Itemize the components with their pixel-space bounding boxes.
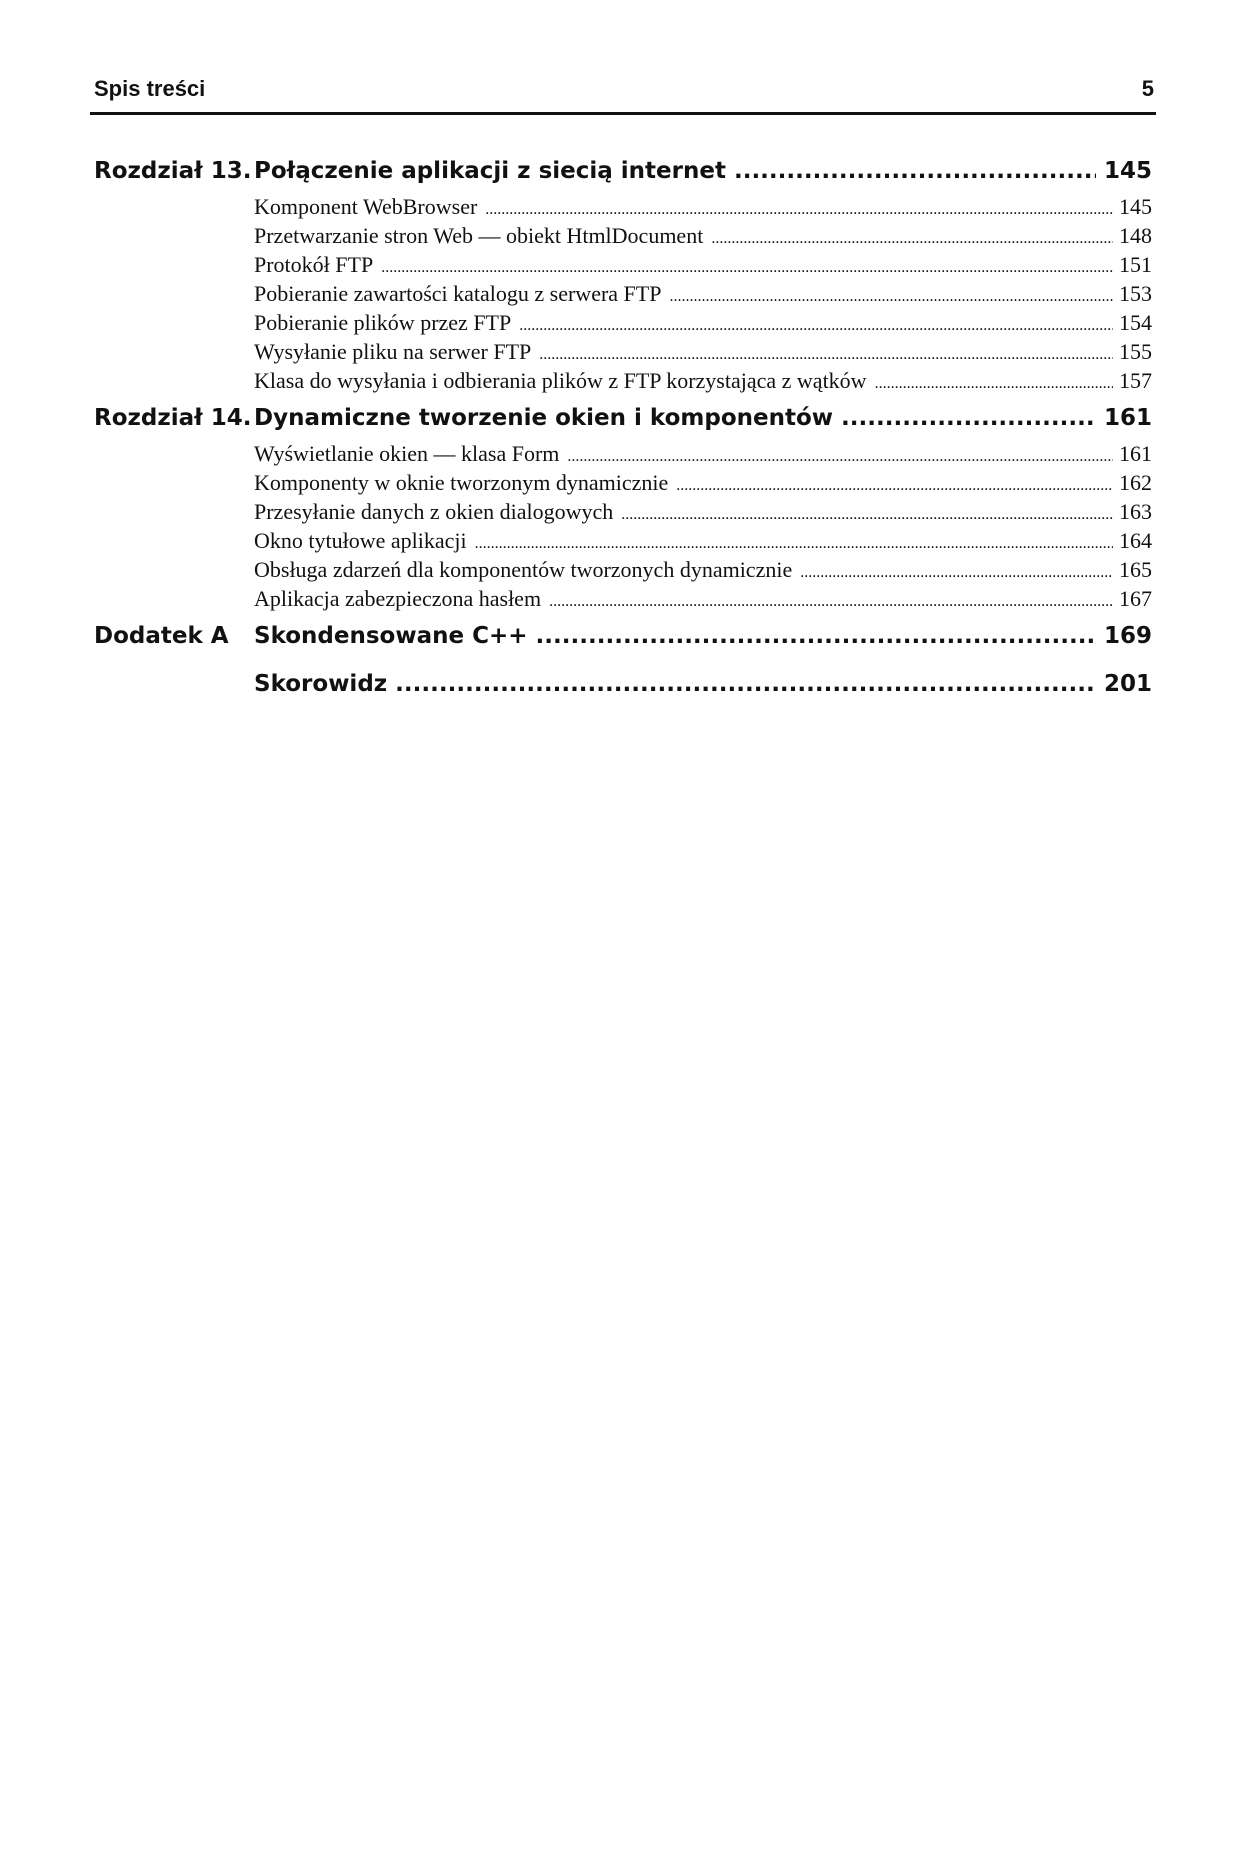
section-title: Przetwarzanie stron Web — obiekt HtmlDocument xyxy=(254,223,704,248)
section-page: 153 xyxy=(1119,281,1152,306)
dot-leader xyxy=(539,346,1113,364)
section-title: Wyświetlanie okien — klasa Form xyxy=(254,441,560,466)
section-title: Pobieranie plików przez FTP xyxy=(254,310,512,335)
section-page: 155 xyxy=(1119,339,1152,364)
dot-leader xyxy=(475,535,1113,553)
section-entry[interactable] xyxy=(254,368,1152,397)
header-title: Spis treści xyxy=(94,76,206,101)
chapter-page: 169 xyxy=(1103,623,1152,649)
section-title: Pobieranie zawartości katalogu z serwera FTP xyxy=(254,281,662,306)
section-entry[interactable] xyxy=(254,499,1152,528)
dot-leader xyxy=(800,564,1113,582)
chapter-entry[interactable] xyxy=(94,405,1152,441)
dot-leader xyxy=(676,477,1113,495)
section-entry[interactable] xyxy=(254,557,1152,586)
chapter-page: 145 xyxy=(1103,158,1152,184)
chapter-title: Skorowidz xyxy=(254,671,388,697)
section-page: 161 xyxy=(1119,441,1152,466)
section-page: 163 xyxy=(1119,499,1152,524)
section-title: Komponenty w oknie tworzonym dynamicznie xyxy=(254,470,669,495)
table-of-contents xyxy=(94,158,1152,715)
section-page: 165 xyxy=(1119,557,1152,582)
chapter-title: Dynamiczne tworzenie okien i komponentów xyxy=(254,405,834,431)
dot-leader xyxy=(734,158,1096,184)
section-list xyxy=(94,441,1152,615)
section-entry[interactable] xyxy=(254,310,1152,339)
dot-leader xyxy=(621,506,1113,524)
section-page: 164 xyxy=(1119,528,1152,553)
section-entry[interactable] xyxy=(254,252,1152,281)
toc-chapter xyxy=(94,405,1152,615)
toc-chapter xyxy=(94,671,1152,707)
dot-leader xyxy=(395,671,1096,697)
header-page-number: 5 xyxy=(1141,76,1154,101)
section-title: Okno tytułowe aplikacji xyxy=(254,528,467,553)
dot-leader xyxy=(536,623,1096,649)
dot-leader xyxy=(567,448,1113,466)
chapter-entry[interactable] xyxy=(94,623,1152,659)
section-entry[interactable] xyxy=(254,528,1152,557)
section-title: Wysyłanie pliku na serwer FTP xyxy=(254,339,532,364)
running-header xyxy=(90,72,1156,115)
section-page: 145 xyxy=(1119,194,1152,219)
chapter-label: Rozdział 13. xyxy=(94,158,252,184)
chapter-title: Połączenie aplikacji z siecią internet xyxy=(254,158,726,184)
section-entry[interactable] xyxy=(254,223,1152,252)
dot-leader xyxy=(549,593,1113,611)
section-list xyxy=(94,194,1152,397)
dot-leader xyxy=(875,375,1113,393)
section-title: Protokół FTP xyxy=(254,252,374,277)
section-title: Obsługa zdarzeń dla komponentów tworzonych dynamicznie xyxy=(254,557,793,582)
section-title: Komponent WebBrowser xyxy=(254,194,478,219)
section-entry[interactable] xyxy=(254,470,1152,499)
dot-leader xyxy=(711,230,1113,248)
toc-chapter xyxy=(94,158,1152,397)
dot-leader xyxy=(381,259,1113,277)
section-entry[interactable] xyxy=(254,194,1152,223)
dot-leader xyxy=(485,201,1113,219)
section-page: 154 xyxy=(1119,310,1152,335)
section-entry[interactable] xyxy=(254,339,1152,368)
section-entry[interactable] xyxy=(254,586,1152,615)
section-title: Aplikacja zabezpieczona hasłem xyxy=(254,586,542,611)
chapter-title: Skondensowane C++ xyxy=(254,623,528,649)
chapter-label: Rozdział 14. xyxy=(94,405,252,431)
chapter-page: 201 xyxy=(1103,671,1152,697)
dot-leader xyxy=(519,317,1113,335)
dot-leader xyxy=(841,405,1096,431)
dot-leader xyxy=(669,288,1113,306)
chapter-entry[interactable] xyxy=(94,158,1152,194)
chapter-label: Dodatek A xyxy=(94,623,229,649)
chapter-page: 161 xyxy=(1103,405,1152,431)
section-page: 148 xyxy=(1119,223,1152,248)
section-entry[interactable] xyxy=(254,281,1152,310)
section-page: 167 xyxy=(1119,586,1152,611)
section-page: 151 xyxy=(1119,252,1152,277)
section-entry[interactable] xyxy=(254,441,1152,470)
section-title: Klasa do wysyłania i odbierania plików z FTP korzystająca z wątków xyxy=(254,368,867,393)
section-page: 162 xyxy=(1119,470,1152,495)
toc-chapter xyxy=(94,623,1152,659)
section-page: 157 xyxy=(1119,368,1152,393)
section-title: Przesyłanie danych z okien dialogowych xyxy=(254,499,614,524)
chapter-entry[interactable] xyxy=(94,671,1152,707)
